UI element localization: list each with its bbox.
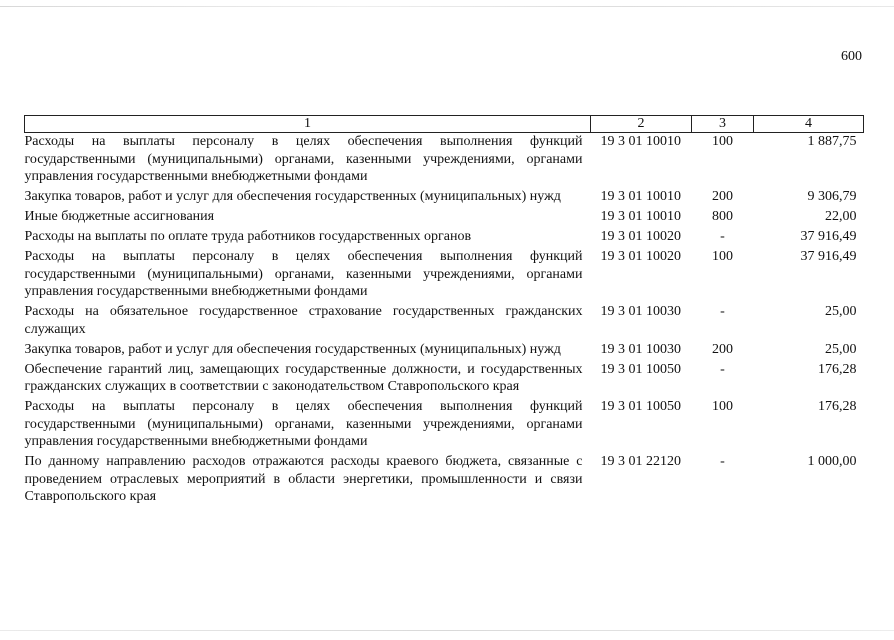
amount-value: 37 916,49 bbox=[800, 229, 857, 244]
expense-description: Расходы на выплаты персоналу в целях обеспечения выполнения функций государственными (муниципальными) органами, казенными учреждениями, органами управления государственными внебюджетными фондами bbox=[24, 399, 583, 449]
target-article-code: 19 3 01 10050 bbox=[600, 361, 681, 377]
column-header-2: 2 bbox=[591, 116, 692, 133]
scan-edge-top bbox=[0, 6, 894, 7]
expense-description: Иные бюджетные ассигнования bbox=[24, 209, 215, 224]
table-row bbox=[25, 133, 864, 189]
expense-description: По данному направлению расходов отражаются расходы краевого бюджета, связанные с проведением отраслевых мероприятий в области энергетики, промышленности и связи Ставропольского края bbox=[24, 454, 583, 504]
page-number: 600 bbox=[841, 49, 862, 64]
target-article-code: 19 3 01 10030 bbox=[600, 304, 681, 319]
expense-type-code: - bbox=[720, 361, 725, 377]
amount-value: 9 306,79 bbox=[807, 189, 857, 204]
column-header-3: 3 bbox=[692, 116, 754, 133]
expense-type-code: - bbox=[720, 454, 725, 469]
expense-type-code: - bbox=[720, 304, 725, 319]
expense-description: Закупка товаров, работ и услуг для обеспечения государственных (муниципальных) нужд bbox=[24, 341, 561, 357]
table-row bbox=[25, 303, 864, 341]
target-article-code: 19 3 01 10010 bbox=[600, 209, 681, 224]
amount-value: 25,00 bbox=[825, 341, 857, 357]
target-article-code: 19 3 01 10020 bbox=[600, 229, 681, 244]
table-row bbox=[25, 361, 864, 399]
expense-type-code: - bbox=[720, 229, 725, 244]
expense-type-code: 200 bbox=[712, 341, 733, 357]
target-article-code: 19 3 01 10020 bbox=[600, 249, 681, 264]
expense-description: Расходы на выплаты персоналу в целях обеспечения выполнения функций государственными (муниципальными) органами, казенными учреждениями, органами управления государственными внебюджетными фондами bbox=[24, 249, 583, 299]
table-row bbox=[25, 188, 864, 208]
amount-value: 22,00 bbox=[825, 209, 857, 224]
budget-table bbox=[24, 115, 864, 508]
expense-type-code: 100 bbox=[712, 249, 733, 264]
target-article-code: 19 3 01 10050 bbox=[600, 399, 681, 414]
expense-description: Расходы на выплаты по оплате труда работников государственных органов bbox=[24, 229, 472, 244]
expense-type-code: 100 bbox=[712, 399, 733, 414]
column-header-1: 1 bbox=[25, 116, 591, 133]
table-header-row bbox=[25, 116, 864, 133]
expense-description: Закупка товаров, работ и услуг для обеспечения государственных (муниципальных) нужд bbox=[24, 189, 561, 204]
table-row bbox=[25, 248, 864, 303]
table-row bbox=[25, 228, 864, 248]
target-article-code: 19 3 01 10010 bbox=[600, 189, 681, 204]
expense-type-code: 100 bbox=[712, 134, 733, 149]
table-row bbox=[25, 398, 864, 453]
amount-value: 1 000,00 bbox=[807, 454, 857, 469]
scan-edge-bottom bbox=[0, 630, 894, 631]
column-header-4: 4 bbox=[754, 116, 864, 133]
target-article-code: 19 3 01 10010 bbox=[600, 134, 681, 149]
table-row bbox=[25, 453, 864, 508]
target-article-code: 19 3 01 10030 bbox=[600, 341, 681, 357]
expense-type-code: 800 bbox=[712, 209, 733, 224]
expense-type-code: 200 bbox=[712, 189, 733, 204]
table-row bbox=[25, 341, 864, 361]
amount-value: 176,28 bbox=[818, 361, 857, 377]
table-row bbox=[25, 208, 864, 228]
expense-description: Расходы на выплаты персоналу в целях обеспечения выполнения функций государственными (муниципальными) органами, казенными учреждениями, органами управления государственными внебюджетными фондами bbox=[24, 134, 583, 184]
expense-description: Обеспечение гарантий лиц, замещающих государственные должности, и государственных гражданских служащих в соответствии с законодательством Ставропольского края bbox=[24, 361, 583, 394]
target-article-code: 19 3 01 22120 bbox=[600, 454, 681, 469]
expense-description: Расходы на обязательное государственное страхование государственных гражданских служащих bbox=[24, 304, 583, 337]
amount-value: 37 916,49 bbox=[800, 249, 857, 264]
amount-value: 25,00 bbox=[825, 304, 857, 319]
amount-value: 1 887,75 bbox=[807, 134, 857, 149]
amount-value: 176,28 bbox=[818, 399, 857, 414]
